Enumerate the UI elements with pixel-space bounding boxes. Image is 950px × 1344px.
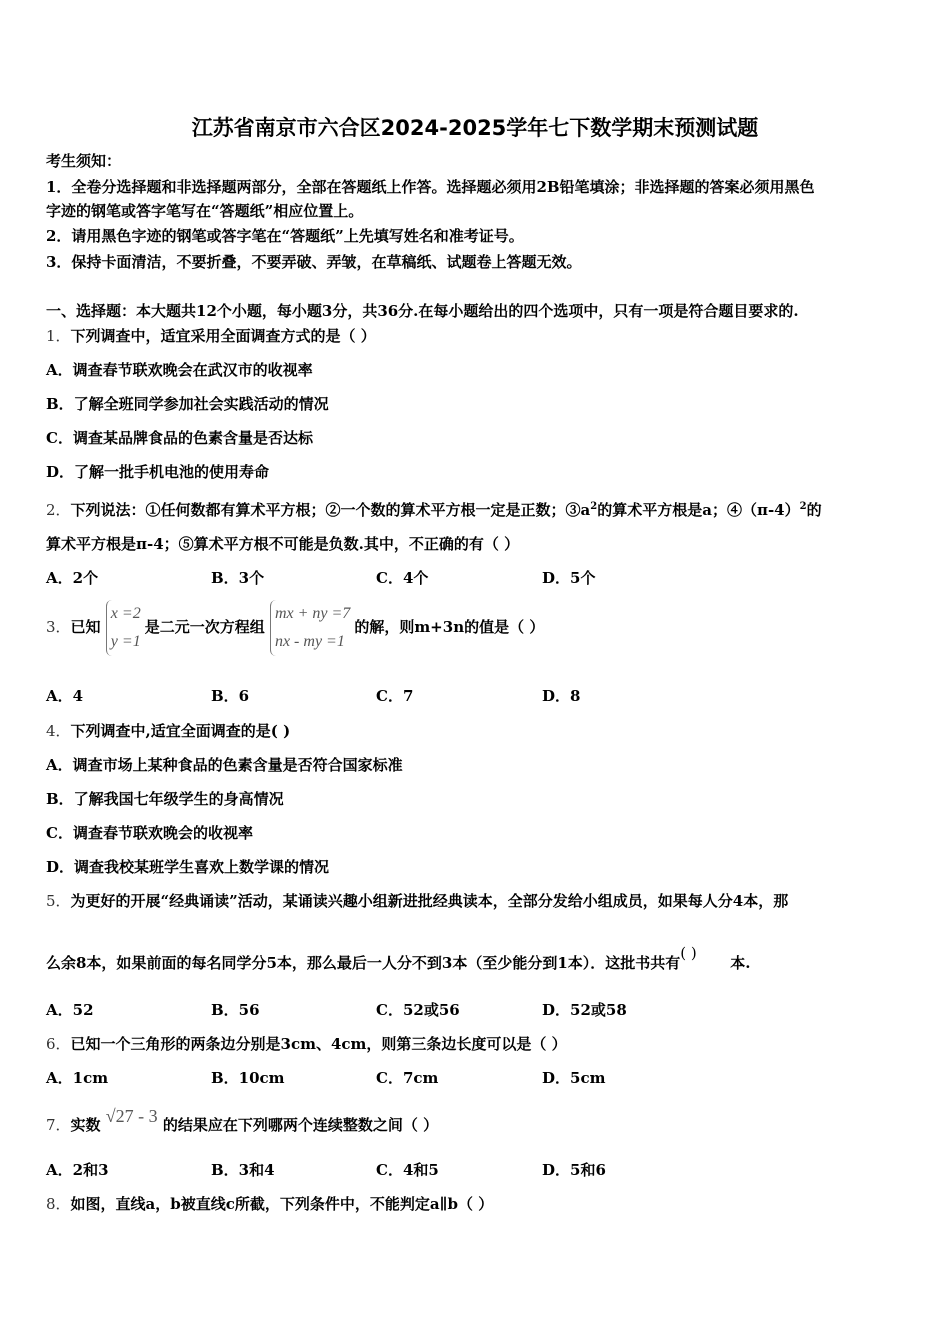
question-text: 本. xyxy=(730,954,751,972)
option: A．4 xyxy=(46,687,84,705)
question-number: 4． xyxy=(46,722,71,740)
equation: x =2 xyxy=(110,605,141,622)
option: B．了解我国七年级学生的身高情况 xyxy=(46,790,284,808)
page-title: 江苏省南京市六合区2024-2025学年七下数学期末预测试题 xyxy=(191,116,759,140)
solution-system xyxy=(106,600,145,656)
option: D．5个 xyxy=(542,569,596,587)
question-7 xyxy=(46,1106,439,1135)
superscript: 2 xyxy=(799,501,807,512)
superscript: 2 xyxy=(590,501,598,512)
question-text: 么余8本，如果前面的每名同学分5本，那么最后一人分不到3本（至少能分到1本）．这批书共有 xyxy=(46,954,681,972)
question-text: 如图，直线a，b被直线c所截，下列条件中，不能判定a∥b（ ） xyxy=(70,1195,494,1213)
question-8 xyxy=(46,1194,493,1214)
question-text: 的算术平方根是a；④（π-4） xyxy=(597,501,800,519)
question-number: 7． xyxy=(46,1116,71,1134)
question-text: 下列说法：①任何数都有算术平方根；②一个数的算术平方根一定是正数；③a xyxy=(70,501,591,519)
question-text xyxy=(46,944,751,973)
option: C．52或56 xyxy=(376,1001,460,1019)
notice-heading: 考生须知： xyxy=(46,152,122,170)
option: B．56 xyxy=(211,1001,260,1019)
math-expression: √27 - 3 xyxy=(105,1106,158,1126)
question-number: 2． xyxy=(46,501,71,519)
answer-blank: ( ) xyxy=(680,944,697,962)
question-text: 的结果应在下列哪两个连续整数之间（ ） xyxy=(162,1116,439,1134)
question-text: 已知 xyxy=(70,618,101,636)
question-3 xyxy=(46,600,544,656)
question-number: 3． xyxy=(46,618,71,636)
equation: nx - my =1 xyxy=(274,633,345,650)
section-heading: 一、选择题：本大题共12个小题，每小题3分，共36分.在每小题给出的四个选项中，只有一项是符合题目要求的. xyxy=(46,302,799,320)
option: C．调查某品牌食品的色素含量是否达标 xyxy=(46,429,313,447)
question-1 xyxy=(46,326,376,346)
option: C．4和5 xyxy=(376,1161,439,1179)
option: D．调查我校某班学生喜欢上数学课的情况 xyxy=(46,858,330,876)
equation: mx + ny =7 xyxy=(274,605,351,622)
equation-system xyxy=(270,600,354,656)
question-number: 1． xyxy=(46,327,71,345)
option: D．5cm xyxy=(542,1069,606,1087)
question-2 xyxy=(46,497,822,520)
question-6 xyxy=(46,1034,567,1054)
option: D．了解一批手机电池的使用寿命 xyxy=(46,463,270,481)
option: A．2和3 xyxy=(46,1161,109,1179)
option: D．52或58 xyxy=(542,1001,627,1019)
option: B．3和4 xyxy=(211,1161,275,1179)
question-text: 为更好的开展“经典诵读”活动，某诵读兴趣小组新进批经典读本，全部分发给小组成员，如果每人分4本，那 xyxy=(70,892,789,910)
option: A．1cm xyxy=(46,1069,109,1087)
option: C．7cm xyxy=(376,1069,439,1087)
option: C．4个 xyxy=(376,569,429,587)
question-number: 6． xyxy=(46,1035,71,1053)
option: A．52 xyxy=(46,1001,94,1019)
option: A．调查春节联欢晚会在武汉市的收视率 xyxy=(46,361,313,379)
option: D．5和6 xyxy=(542,1161,606,1179)
question-text: 已知一个三角形的两条边分别是3cm、4cm，则第三条边长度可以是（ ） xyxy=(70,1035,567,1053)
question-5 xyxy=(46,891,788,911)
question-text: 实数 xyxy=(70,1116,101,1134)
notice-item: 字迹的钢笔或答字笔写在“答题纸”相应位置上。 xyxy=(46,202,364,220)
question-text: 算术平方根是π-4；⑤算术平方根不可能是负数.其中，不正确的有（ ） xyxy=(46,535,520,553)
option: B．10cm xyxy=(211,1069,285,1087)
option: C．调查春节联欢晚会的收视率 xyxy=(46,824,253,842)
question-text: 的 xyxy=(806,501,822,519)
question-text: 下列调查中,适宜全面调查的是( ) xyxy=(70,722,291,740)
option: A．2个 xyxy=(46,569,99,587)
question-number: 8． xyxy=(46,1195,71,1213)
question-text: 的解，则m+3n的值是（ ） xyxy=(354,618,545,636)
equation: y =1 xyxy=(110,633,141,650)
notice-item: 1．全卷分选择题和非选择题两部分，全部在答题纸上作答。选择题必须用2B铅笔填涂；非选择题的答案必须用黑色 xyxy=(46,178,815,196)
option: C．7 xyxy=(376,687,414,705)
option: B．6 xyxy=(211,687,250,705)
option: B．3个 xyxy=(211,569,265,587)
question-text: 是二元一次方程组 xyxy=(144,618,265,636)
question-4 xyxy=(46,721,290,741)
notice-item: 3．保持卡面清洁，不要折叠，不要弄破、弄皱，在草稿纸、试题卷上答题无效。 xyxy=(46,253,582,271)
option: A．调查市场上某种食品的色素含量是否符合国家标准 xyxy=(46,756,403,774)
question-number: 5． xyxy=(46,892,71,910)
question-text: 下列调查中，适宜采用全面调查方式的是（ ） xyxy=(70,327,376,345)
option: B．了解全班同学参加社会实践活动的情况 xyxy=(46,395,329,413)
option: D．8 xyxy=(542,687,581,705)
notice-item: 2．请用黑色字迹的钢笔或答字笔在“答题纸”上先填写姓名和准考证号。 xyxy=(46,227,524,245)
